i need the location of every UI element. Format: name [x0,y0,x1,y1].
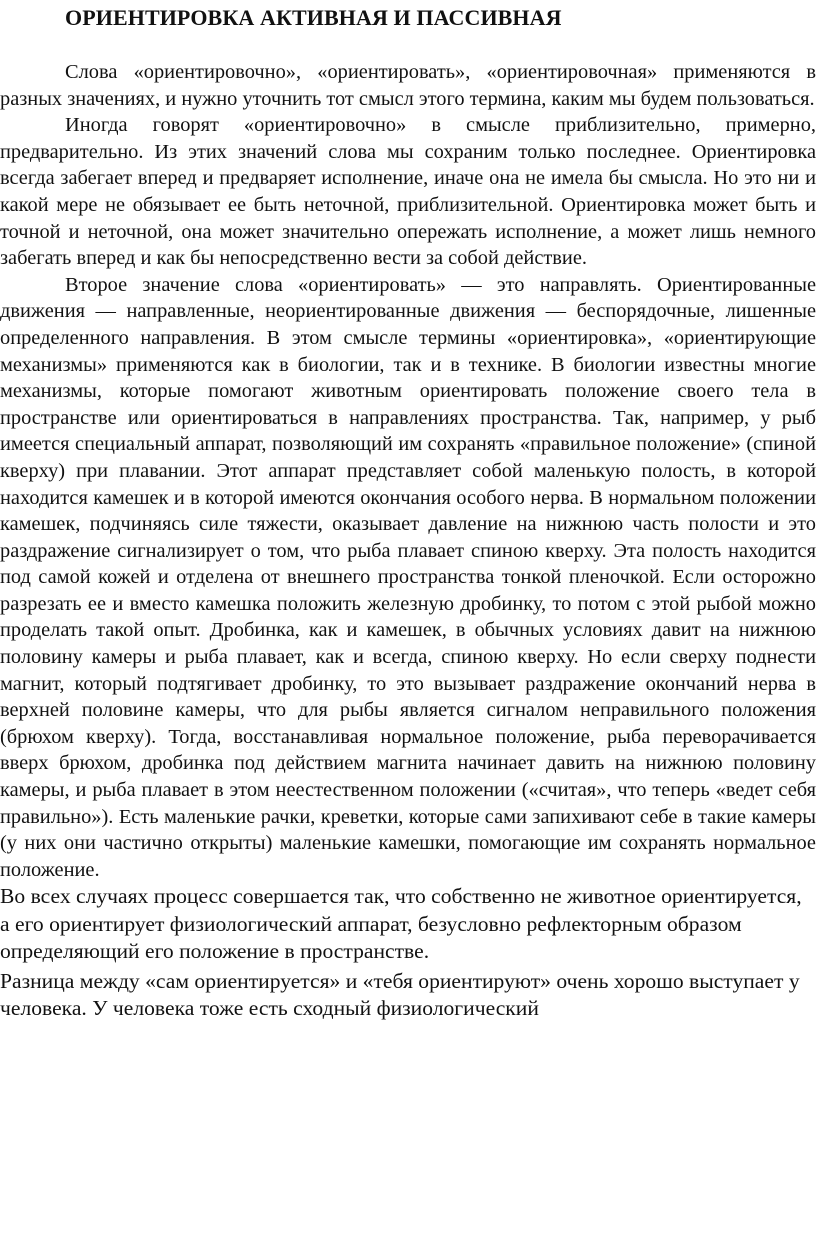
paragraph-4: Во всех случаях процесс совершается так, что собственно не животное ориентируется, а его ориентирует физиологический аппарат, безусловно рефлекторным образом определяющий его положение в пространстве. [0,884,802,964]
document-title: ОРИЕНТИРОВКА АКТИВНАЯ И ПАССИВНАЯ [65,5,562,30]
paragraph-5: Разница между «сам ориентируется» и «тебя ориентируют» очень хорошо выступает у человека. У человека тоже есть сходный физиологический [0,968,800,1021]
paragraph-2: Иногда говорят «ориентировочно» в смысле приблизительно, примерно, предварительно. Из этих значений слова мы сохраним только последнее. Ориентировка всегда забегает вперед и предваряет исполнение, иначе она не имела бы смысла. Но это ни и какой мере не обязывает ее быть неточной, приблизительной. Ориентировка может быть и точной и неточной, она может значительно опережать исполнение, а может лишь немного забегать вперед и как бы непосредственно вести за собой действие. [0,114,816,270]
paragraph-3: Второе значение слова «ориентировать» — это направлять. Ориентированные движения — направленные, неориентированные движения — беспорядочные, лишенные определенного направления. В этом смысле термины «ориентировка», «ориентирующие механизмы» применяются как в биологии, так и в технике. В биологии известны многие механизмы, которые помогают животным ориентировать положение своего тела в пространстве или ориентироваться в направлениях пространства. Так, например, у рыб имеется специальный аппарат, позволяющий им сохранять «правильное положение» (спиной кверху) при плавании. Этот аппарат представляет собой маленькую полость, в которой находится камешек и в которой имеются окончания особого нерва. В нормальном положении камешек, подчиняясь силе тяжести, оказывает давление на нижнюю часть полости и это раздражение сигнализирует о том, что рыба плавает спиною кверху. Эта полость находится под самой кожей и отделена от внешнего пространства тонкой пленочкой. Если осторожно разрезать ее и вместо камешка положить железную дробинку, то потом с этой рыбой можно проделать такой опыт. Дробинка, как и камешек, в обычных условиях давит на нижнюю половину камеры и рыба плавает, как и всегда, спиною кверху. Но если сверху поднести магнит, который подтягивает дробинку, то это вызывает раздражение окончаний нерва в верхней половине камеры, что для рыбы является сигналом неправильного положения (брюхом кверху). Тогда, восстанавливая нормальное положение, рыба переворачивается вверх брюхом, дробинка под действием магнита начинает давить на нижнюю половину камеры, и рыба плавает в этом неестественном положении («считая», что теперь «ведет себя правильно»). Есть маленькие рачки, креветки, которые сами запихивают себе в такие камеры (у них они частично открыты) маленькие камешки, помогающие им сохранять нормальное положение. [0,273,816,881]
document-body [0,59,816,1023]
paragraph-1: Слова «ориентировочно», «ориентировать», «ориентировочная» применяются в разных значениях, и нужно уточнить тот смысл этого термина, каким мы будем пользоваться. [0,61,816,110]
